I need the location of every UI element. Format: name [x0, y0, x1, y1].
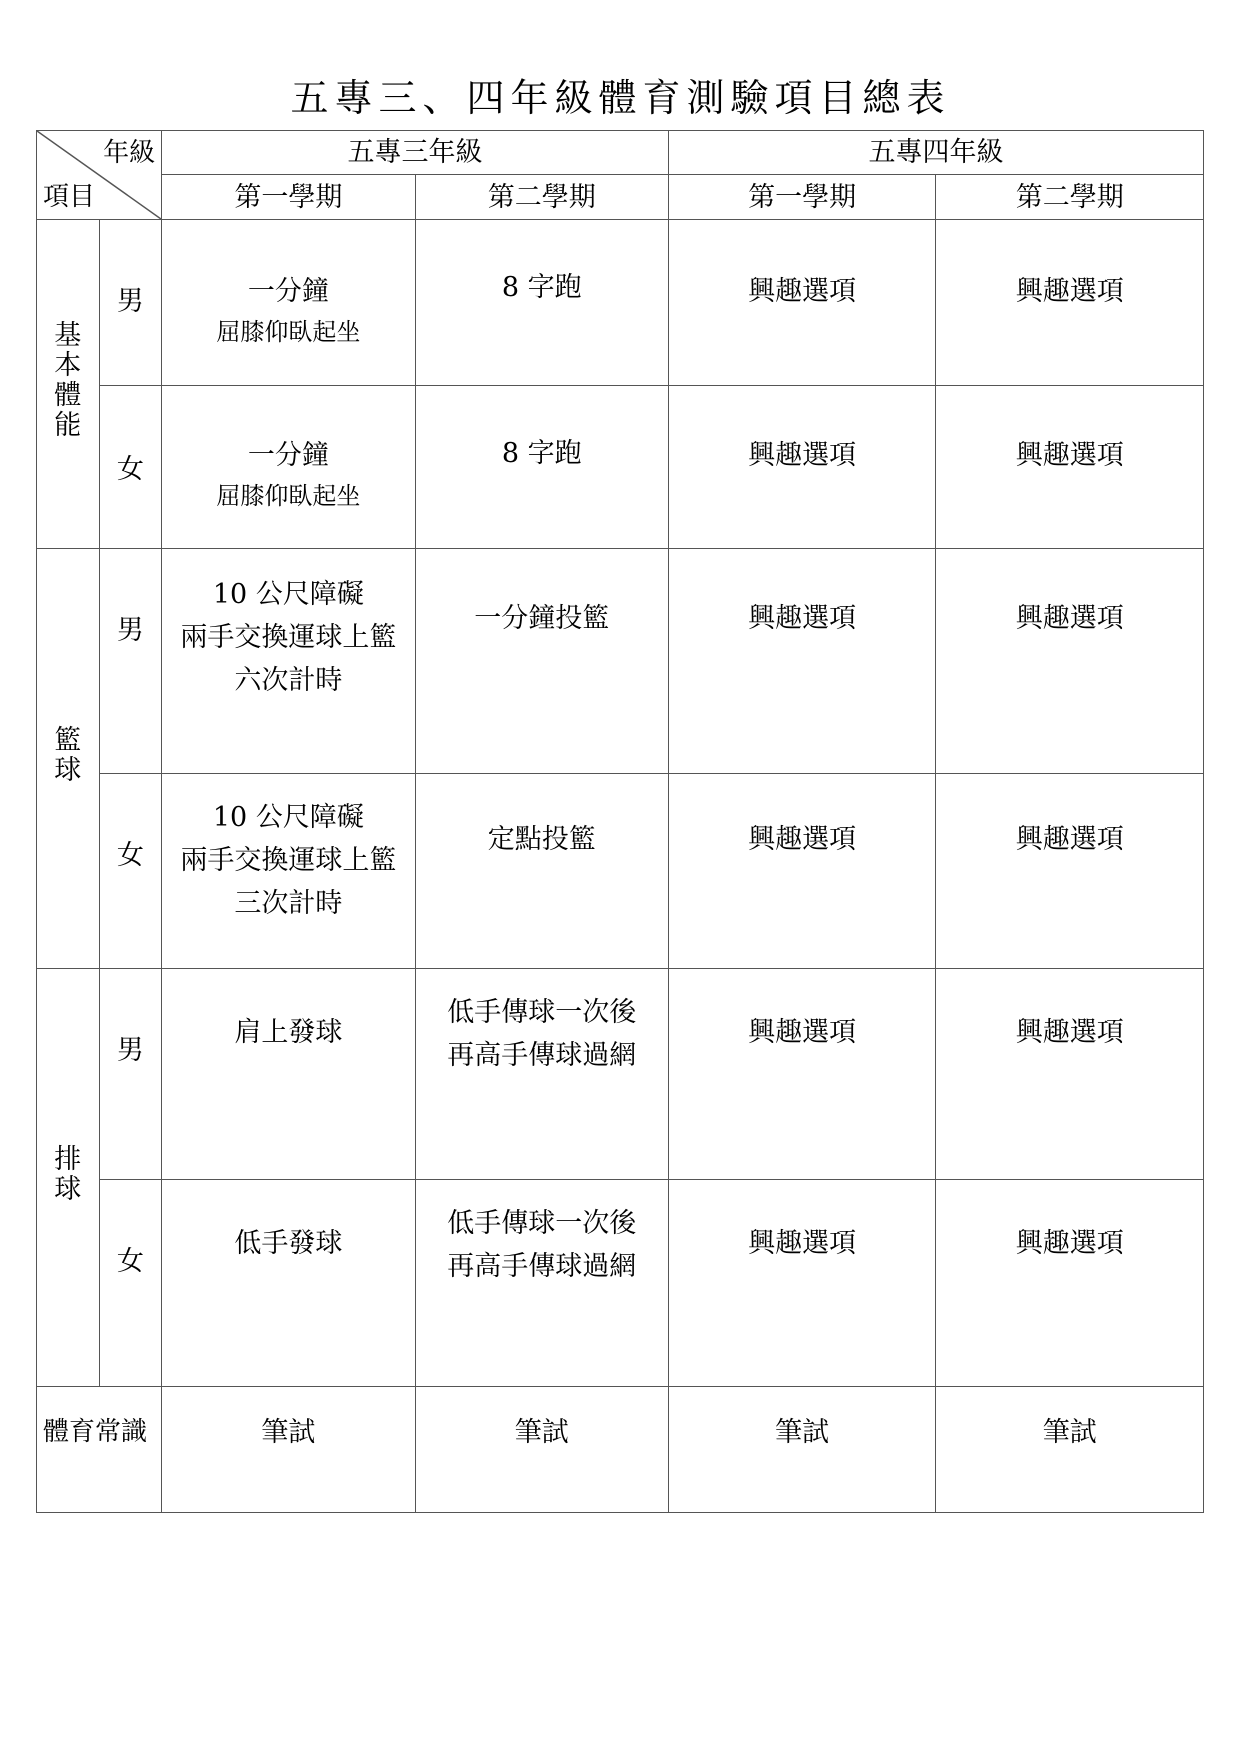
table-row — [37, 969, 1204, 1180]
gender-female: 女 — [99, 774, 162, 969]
table-row — [37, 1387, 1204, 1513]
common-y4s2: 筆試 — [936, 1387, 1204, 1513]
fitness-male-y3s2: 8 字跑 — [415, 220, 668, 386]
header-corner-cell — [37, 131, 162, 220]
volleyball-female-y4s1: 興趣選項 — [668, 1180, 936, 1387]
table-row — [37, 1180, 1204, 1387]
gender-female: 女 — [99, 1180, 162, 1387]
fitness-female-y3s2: 8 字跑 — [415, 386, 668, 549]
common-y4s1: 筆試 — [668, 1387, 936, 1513]
volleyball-male-y3s2: 低手傳球一次後 再高手傳球過網 — [415, 969, 668, 1180]
common-y3s2: 筆試 — [415, 1387, 668, 1513]
volleyball-male-y4s1: 興趣選項 — [668, 969, 936, 1180]
category-volleyball: 排球 — [37, 969, 100, 1387]
common-y3s1: 筆試 — [162, 1387, 415, 1513]
table-row — [37, 774, 1204, 969]
category-common: 體育常識 — [37, 1387, 162, 1513]
volleyball-female-y4s2: 興趣選項 — [936, 1180, 1204, 1387]
year4-header: 五專四年級 — [668, 131, 1203, 175]
basketball-male-y3s2: 一分鐘投籃 — [415, 549, 668, 774]
category-basketball: 籃球 — [37, 549, 100, 969]
gender-male: 男 — [99, 220, 162, 386]
basketball-male-y4s1: 興趣選項 — [668, 549, 936, 774]
fitness-male-y3s1: 一分鐘 屈膝仰臥起坐 — [162, 220, 415, 386]
volleyball-male-y3s1: 肩上發球 — [162, 969, 415, 1180]
grade-label: 年級 — [103, 138, 156, 168]
basketball-female-y3s1: 10 公尺障礙 兩手交換運球上籃 三次計時 — [162, 774, 415, 969]
basketball-male-y3s1: 10 公尺障礙 兩手交換運球上籃 六次計時 — [162, 549, 415, 774]
fitness-male-y4s2: 興趣選項 — [936, 220, 1204, 386]
category-fitness: 基本體能 — [37, 220, 100, 549]
item-label: 項目 — [43, 182, 96, 212]
fitness-female-y4s1: 興趣選項 — [668, 386, 936, 549]
volleyball-female-y3s2: 低手傳球一次後 再高手傳球過網 — [415, 1180, 668, 1387]
volleyball-female-y3s1: 低手發球 — [162, 1180, 415, 1387]
basketball-female-y4s2: 興趣選項 — [936, 774, 1204, 969]
gender-male: 男 — [99, 549, 162, 774]
page-title: 五專三、四年級體育測驗項目總表 — [290, 76, 951, 120]
basketball-female-y3s2: 定點投籃 — [415, 774, 668, 969]
gender-female: 女 — [99, 386, 162, 549]
year3-sem2-header: 第二學期 — [415, 175, 668, 220]
year4-sem2-header: 第二學期 — [936, 175, 1204, 220]
basketball-male-y4s2: 興趣選項 — [936, 549, 1204, 774]
year3-header: 五專三年級 — [162, 131, 669, 175]
table-row — [37, 549, 1204, 774]
fitness-male-y4s1: 興趣選項 — [668, 220, 936, 386]
fitness-female-y3s1: 一分鐘 屈膝仰臥起坐 — [162, 386, 415, 549]
table-row — [37, 386, 1204, 549]
test-items-table — [36, 130, 1204, 1513]
volleyball-male-y4s2: 興趣選項 — [936, 969, 1204, 1180]
year3-sem1-header: 第一學期 — [162, 175, 415, 220]
basketball-female-y4s1: 興趣選項 — [668, 774, 936, 969]
fitness-female-y4s2: 興趣選項 — [936, 386, 1204, 549]
table-row — [37, 220, 1204, 386]
year4-sem1-header: 第一學期 — [668, 175, 936, 220]
gender-male: 男 — [99, 969, 162, 1180]
